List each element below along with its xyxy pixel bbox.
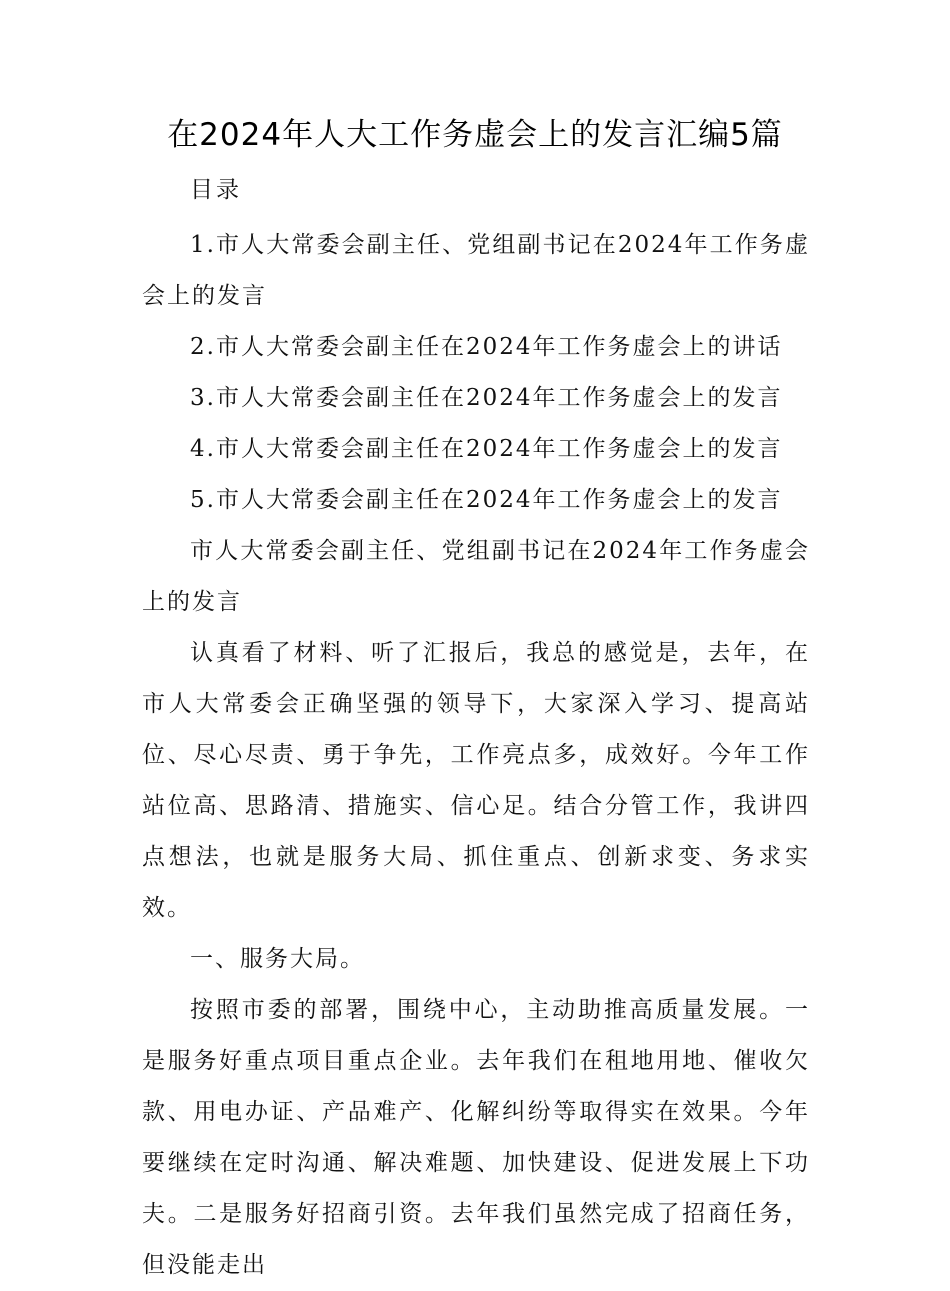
toc-item-4: 4.市人大常委会副主任在2024年工作务虚会上的发言 [190,436,783,462]
body-paragraph-serve-overall: 按照市委的部署，围绕中心，主动助推高质量发展。一是服务好重点项目重点企业。去年我们在租地用地、催收欠款、用电办证、产品难产、化解纠纷等取得实在效果。今年要继续在定时沟通、解决难题、加快建设、促进发展上下功夫。二是服务好招商引资。去年我们虽然完成了招商任务，但没能走出 [142,997,810,1278]
toc-item-1: 1.市人大常委会副主任、党组副书记在2024年工作务虚会上的发言 [142,232,810,309]
body-heading-serve-overall: 一、服务大局。 [190,946,365,972]
section-title: 市人大常委会副主任、党组副书记在2024年工作务虚会上的发言 [142,538,810,615]
toc-item-3: 3.市人大常委会副主任在2024年工作务虚会上的发言 [190,385,783,411]
toc-heading: 目录 [190,177,242,203]
document-body [142,165,810,1291]
toc-item-5: 5.市人大常委会副主任在2024年工作务虚会上的发言 [190,487,783,513]
document-title: 在2024年人大工作务虚会上的发言汇编5篇 [167,117,783,153]
toc-item-2: 2.市人大常委会副主任在2024年工作务虚会上的讲话 [190,334,783,360]
body-paragraph-intro: 认真看了材料、听了汇报后，我总的感觉是，去年，在市人大常委会正确坚强的领导下，大家深入学习、提高站位、尽心尽责、勇于争先，工作亮点多，成效好。今年工作站位高、思路清、措施实、信心足。结合分管工作，我讲四点想法，也就是服务大局、抓住重点、创新求变、务求实效。 [142,640,810,921]
